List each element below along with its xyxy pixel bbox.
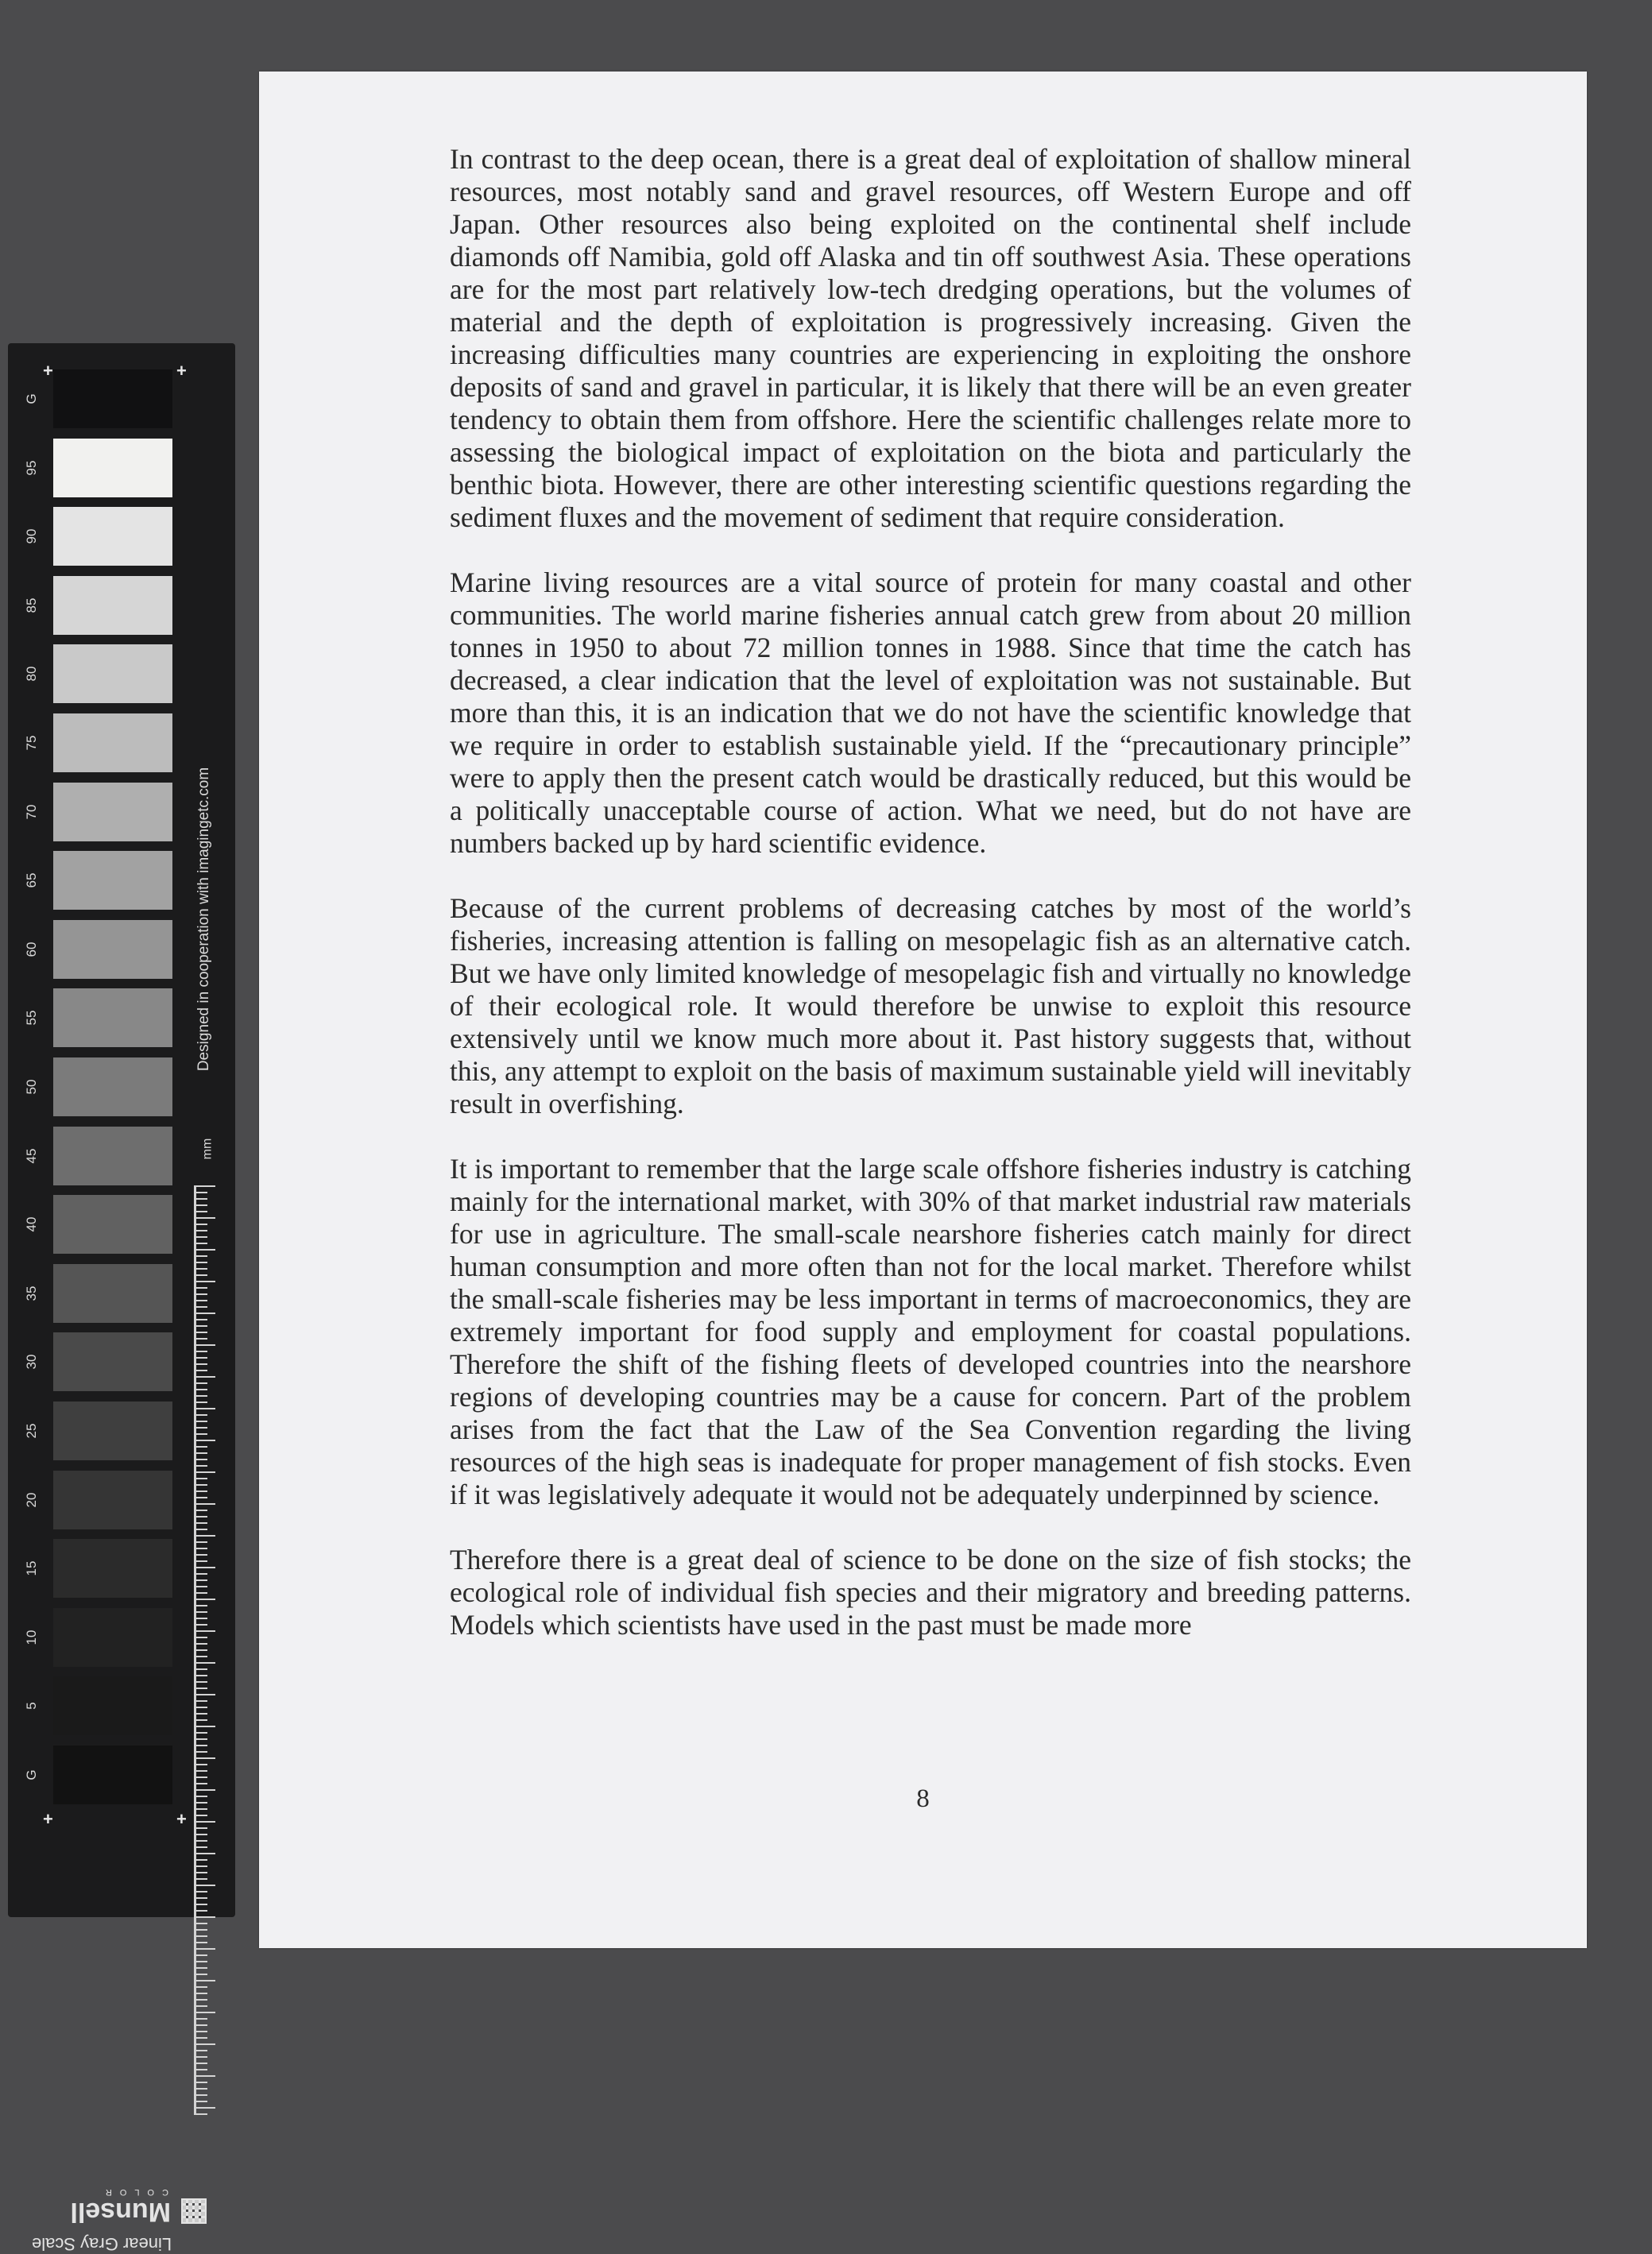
gray-swatch-17 — [53, 1471, 172, 1529]
gray-swatch-4 — [53, 576, 172, 635]
text-body — [450, 143, 1411, 1674]
gray-scale-label-18: 15 — [24, 1560, 39, 1576]
gray-scale-label-21: G — [24, 1769, 39, 1780]
gray-scale-card — [8, 343, 235, 2254]
gray-scale-label-14: 35 — [24, 1286, 39, 1301]
gray-scale-label-6: 75 — [24, 735, 39, 751]
gray-scale-label-16: 25 — [24, 1423, 39, 1439]
gray-swatch-5 — [53, 644, 172, 703]
plus-mark-top-right: + — [176, 361, 187, 381]
brand-name: Munsell — [70, 2197, 171, 2227]
gray-swatch-15 — [53, 1332, 172, 1391]
gray-scale-label-17: 20 — [24, 1492, 39, 1508]
gray-swatch-3 — [53, 507, 172, 566]
plus-mark-bottom-left: + — [43, 1809, 53, 1829]
gray-scale-label-19: 10 — [24, 1630, 39, 1645]
gray-scale-label-13: 40 — [24, 1216, 39, 1232]
gray-scale-label-15: 30 — [24, 1354, 39, 1370]
gray-scale-label-3: 90 — [24, 528, 39, 544]
gray-swatch-13 — [53, 1195, 172, 1254]
plus-mark-bottom-right: + — [176, 1809, 187, 1829]
gray-swatch-12 — [53, 1127, 172, 1185]
document-page — [259, 72, 1587, 1948]
brand-block — [32, 2187, 207, 2254]
gray-swatch-1 — [53, 369, 172, 428]
mm-ruler-major-ticks — [196, 1185, 215, 2115]
gray-scale-label-10: 55 — [24, 1010, 39, 1026]
page-number: 8 — [916, 1784, 930, 1813]
designed-credit: Designed in cooperation with imagingetc.com — [195, 767, 212, 1072]
gray-swatch-2 — [53, 439, 172, 497]
paragraph-5: Therefore there is a great deal of science to be done on the size of fish stocks; the ecological role of individual fish species and their migratory and breeding patterns. Models which scientists have used in the past must be made more — [450, 1544, 1411, 1641]
gray-swatch-7 — [53, 783, 172, 841]
paragraph-4: It is important to remember that the large scale offshore fisheries industry is catching mainly for the international market, with 30% of that market industrial raw materials for use in agriculture. The small-scale nearshore fisheries catch mainly for direct human consumption and more often than not for the local market. Therefore whilst the small-scale fisheries may be less important in terms of macroeconomics, they are extremely important for food supply and employment for coastal populations. Therefore the shift of the fishing fleets of developed countries into the nearshore regions of developing countries may be a cause for concern. Part of the problem arises from the fact that the Law of the Sea Convention regarding the living resources of the high seas is inadequate for proper management of fish stocks. Even if it was legislatively adequate it would not be adequately underpinned by science. — [450, 1153, 1411, 1510]
paragraph-1: In contrast to the deep ocean, there is a great deal of exploitation of shallow mineral resources, most notably sand and gravel resources, off Western Europe and off Japan. Other resources also being exploited on the continental shelf include diamonds off Namibia, gold off Alaska and tin off southwest Asia. These operations are for the most part relatively low-tech dredging operations, but the volumes of material and the depth of exploitation is progressively increasing. Given the increasing difficulties many countries are experiencing in exploiting the onshore deposits of sand and gravel in particular, it is likely that there will be an even greater tendency to obtain them from offshore. Here the scientific challenges relate more to assessing the biological impact of exploitation on the biota and particularly the benthic biota. However, there are other interesting scientific questions regarding the sediment fluxes and the movement of sediment that require consideration. — [450, 143, 1411, 533]
gray-scale-label-20: 5 — [24, 1702, 39, 1711]
gray-swatch-21 — [53, 1746, 172, 1804]
ruler-unit-label: mm — [200, 1138, 215, 1160]
gray-scale-label-8: 65 — [24, 872, 39, 888]
gray-swatch-11 — [53, 1057, 172, 1116]
gray-swatch-18 — [53, 1539, 172, 1598]
gray-scale-label-5: 80 — [24, 666, 39, 682]
plus-mark-top-left: + — [43, 361, 53, 381]
gray-scale-label-1: G — [24, 393, 39, 404]
paragraph-2: Marine living resources are a vital source of protein for many coastal and other communities. The world marine fisheries annual catch grew from about 20 million tonnes in 1950 to about 72 million tonnes in 1988. Since that time the catch has decreased, a clear indication that the level of exploitation was not sustainable. But more than this, it is an indication that we do not have the scientific knowledge that we require in order to establish sustainable yield. If the “precautionary principle” were to apply then the present catch would be drastically reduced, but this would be a politically unacceptable course of action. What we need, but do not have are numbers backed up by hard scientific evidence. — [450, 566, 1411, 859]
gray-swatch-16 — [53, 1402, 172, 1460]
gray-scale-label-4: 85 — [24, 597, 39, 613]
gray-swatch-14 — [53, 1264, 172, 1323]
brand-subtitle: COLOR — [97, 2187, 168, 2197]
paragraph-3: Because of the current problems of decreasing catches by most of the world’s fisheries, increasing attention is falling on mesopelagic fish as an alternative catch. But we have only limited knowledge of mesopelagic fish and virtually no knowledge of their ecological role. It would therefore be unwise to exploit this resource extensively until we know much more about it. Past history suggests that, without this, any attempt to exploit on the basis of maximum sustainable yield will inevitably result in overfishing. — [450, 892, 1411, 1119]
gray-swatch-19 — [53, 1608, 172, 1667]
gray-scale-label-2: 95 — [24, 460, 39, 476]
gray-swatch-9 — [53, 920, 172, 979]
gray-scale-label-9: 60 — [24, 941, 39, 957]
gray-scale-label-12: 45 — [24, 1148, 39, 1164]
gray-swatch-6 — [53, 713, 172, 772]
product-name: Linear Gray Scale — [32, 2234, 172, 2254]
gray-swatch-20 — [53, 1676, 172, 1735]
gray-swatch-8 — [53, 851, 172, 910]
gray-scale-label-11: 50 — [24, 1079, 39, 1095]
gray-scale-label-7: 70 — [24, 804, 39, 820]
gray-swatch-10 — [53, 988, 172, 1047]
munsell-logo-icon — [181, 2198, 207, 2224]
